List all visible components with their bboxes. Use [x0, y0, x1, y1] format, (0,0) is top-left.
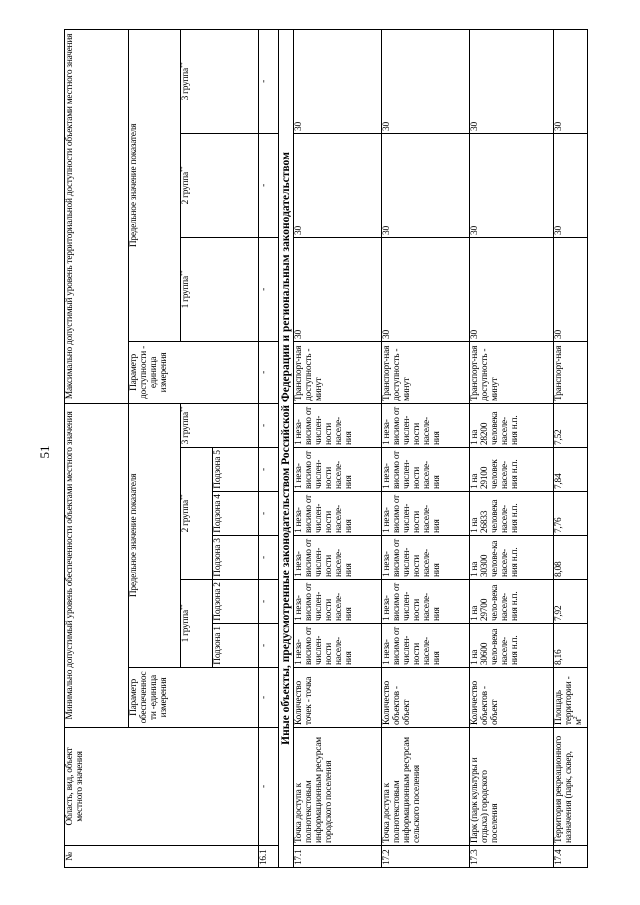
header-param-obesp: Параметр обеспеченности -единица измерения	[129, 668, 259, 728]
group-3-label: 3 группа	[181, 412, 191, 445]
max-group-3-mark: **	[179, 62, 186, 69]
table-row-17-2	[382, 29, 470, 867]
max-group-2-mark: **	[179, 166, 186, 173]
table-cell: -	[259, 728, 279, 846]
row-access-param: Транспорт-ная доступность - минут	[470, 341, 554, 403]
header-limit-value: Предельное значение показателя	[129, 403, 181, 667]
table-cell: -	[259, 624, 279, 668]
row-param: Количество точек - точка	[294, 668, 382, 728]
page-number: 51	[37, 445, 52, 459]
row-value: 1 неза-висимо от числен-ности населе-ния	[294, 536, 382, 580]
table-row-17-1	[294, 29, 382, 867]
table-row-17-4	[554, 29, 588, 867]
header-param-dost: Параметр доступности - единица измерения	[129, 341, 259, 403]
row-number: 17.1	[294, 846, 382, 868]
table-row-17-3	[470, 29, 554, 867]
row-max-value: 30	[382, 237, 470, 341]
header-group-2	[181, 448, 213, 580]
header-subzone-5: Подзона 5	[213, 448, 259, 492]
row-number: 17.2	[382, 846, 470, 868]
row-value: 1 неза-висимо от числен-ности населе-ния	[382, 448, 470, 492]
table-row-16-1	[259, 29, 279, 867]
row-value: 1 на 30600 чело-века населе-ния н.п.	[470, 624, 554, 668]
section-row	[279, 29, 294, 867]
row-access-param: Транспорт-ная	[554, 341, 588, 403]
table-cell: -	[259, 492, 279, 536]
max-group-3-label: 3 группа	[181, 68, 191, 101]
row-value: 7,84	[554, 448, 588, 492]
row-param: Количество объектов - объект	[382, 668, 470, 728]
header-limit-value-max: Предельное значение показателя	[129, 29, 181, 341]
row-value: 1 неза-висимо от числен-ности населе-ния	[382, 492, 470, 536]
row-number: 16.1	[259, 846, 279, 868]
header-area: Область, вид, объект местного значения	[65, 728, 259, 846]
table-cell: -	[259, 341, 279, 403]
table-cell: -	[259, 237, 279, 341]
row-access-param: Транспорт-ная доступность - минут	[382, 341, 470, 403]
table-cell: -	[259, 133, 279, 237]
group-3-mark: **	[179, 406, 186, 413]
row-max-value: 30	[294, 133, 382, 237]
row-name: Территория рекреационного назначения (парк, сквер,	[554, 728, 588, 846]
row-value: 7,52	[554, 403, 588, 447]
row-value: 1 на 30300 челове-ка населе-ния н.п.	[470, 536, 554, 580]
row-value: 1 неза-висимо от числен-ности населе-ния	[294, 492, 382, 536]
row-value: 1 неза-висимо от числен-ности населе-ния	[294, 403, 382, 447]
header-max-group-3	[181, 29, 259, 133]
header-row-1	[65, 29, 129, 867]
table-cell: -	[259, 668, 279, 728]
row-value: 8,16	[554, 624, 588, 668]
group-2-label: 2 группа	[181, 500, 191, 533]
row-max-value: 30	[470, 237, 554, 341]
row-max-value: 30	[470, 133, 554, 237]
row-value: 1 неза-висимо от числен-ности населе-ния	[294, 448, 382, 492]
row-value: 8,08	[554, 536, 588, 580]
row-max-value: 30	[382, 133, 470, 237]
row-name: Точка доступа к полнотекстовым информационным ресурсам сельского поселения	[382, 728, 470, 846]
row-value: 1 неза-висимо от числен-ности населе-ния	[294, 624, 382, 668]
group-1-label: 1 группа	[181, 610, 191, 643]
row-max-value: 30	[294, 29, 382, 133]
header-subzone-2: Подзона 2	[213, 580, 259, 624]
row-param	[554, 668, 588, 728]
row-value: 1 на 29700 чело-века населе-ния н.п.	[470, 580, 554, 624]
header-group-1	[181, 580, 213, 668]
header-max-level: Максимально допустимый уровень территориальной доступности объектами местного значения	[65, 29, 129, 403]
group-2-mark: **	[179, 494, 186, 501]
row-value: 1 на 28200 человека населе-ния н.п.	[470, 403, 554, 447]
row-name: Парк (парк культуры и отдыха) городского поселения	[470, 728, 554, 846]
max-group-2-label: 2 группа	[181, 172, 191, 205]
row-access-param: Транспорт-ная доступность - минут	[294, 341, 382, 403]
header-group-3	[181, 403, 259, 447]
header-no: №	[65, 846, 259, 868]
row-name: Точка доступа к полнотекстовым информационным ресурсам городского поселения	[294, 728, 382, 846]
max-group-1-label: 1 группа	[181, 276, 191, 309]
row-max-value: 30	[554, 29, 588, 133]
row-max-value: 30	[470, 29, 554, 133]
header-max-group-1	[181, 237, 259, 341]
max-group-1-mark: **	[179, 270, 186, 277]
row-max-value: 30	[294, 237, 382, 341]
header-subzone-4: Подзона 4	[213, 492, 259, 536]
row-value: 1 неза-висимо от числен-ности населе-ния	[294, 580, 382, 624]
row-param: Количество объектов - объект	[470, 668, 554, 728]
table-cell: -	[259, 448, 279, 492]
row-value: 7,76	[554, 492, 588, 536]
header-min-level: Минимально допустимый уровень обеспеченности объектами местного значения	[65, 403, 129, 727]
row-number: 17.3	[470, 846, 554, 868]
header-max-group-2	[181, 133, 259, 237]
row-value: 1 на 29100 человек населе-ния н.п.	[470, 448, 554, 492]
standards-table	[64, 29, 588, 868]
row-max-value: 30	[382, 29, 470, 133]
row-value: 1 неза-висимо от числен-ности населе-ния	[382, 580, 470, 624]
section-title: Иные объекты, предусмотренные законодательством Российской Федерации и региональным законодательством	[279, 29, 294, 867]
table-cell: -	[259, 580, 279, 624]
header-subzone-3: Подзона 3	[213, 536, 259, 580]
header-subzone-1: Подзона 1	[213, 624, 259, 668]
table-cell: -	[259, 29, 279, 133]
row-value: 1 на 26833 человека населе-ния н.п.	[470, 492, 554, 536]
row-param-sup: 2	[573, 716, 579, 720]
row-value: 1 неза-висимо от числен-ности населе-ния	[382, 403, 470, 447]
rotated-table-container	[64, 28, 624, 868]
row-value: 1 неза-висимо от числен-ности населе-ния	[382, 624, 470, 668]
row-max-value: 30	[554, 237, 588, 341]
row-max-value: 30	[554, 133, 588, 237]
table-cell: -	[259, 403, 279, 447]
row-number: 17.4	[554, 846, 588, 868]
group-1-mark: **	[179, 604, 186, 611]
row-value: 7,92	[554, 580, 588, 624]
table-cell: -	[259, 536, 279, 580]
row-param-text: Площадь территории - м	[554, 676, 585, 725]
row-value: 1 неза-висимо от числен-ности населе-ния	[382, 536, 470, 580]
